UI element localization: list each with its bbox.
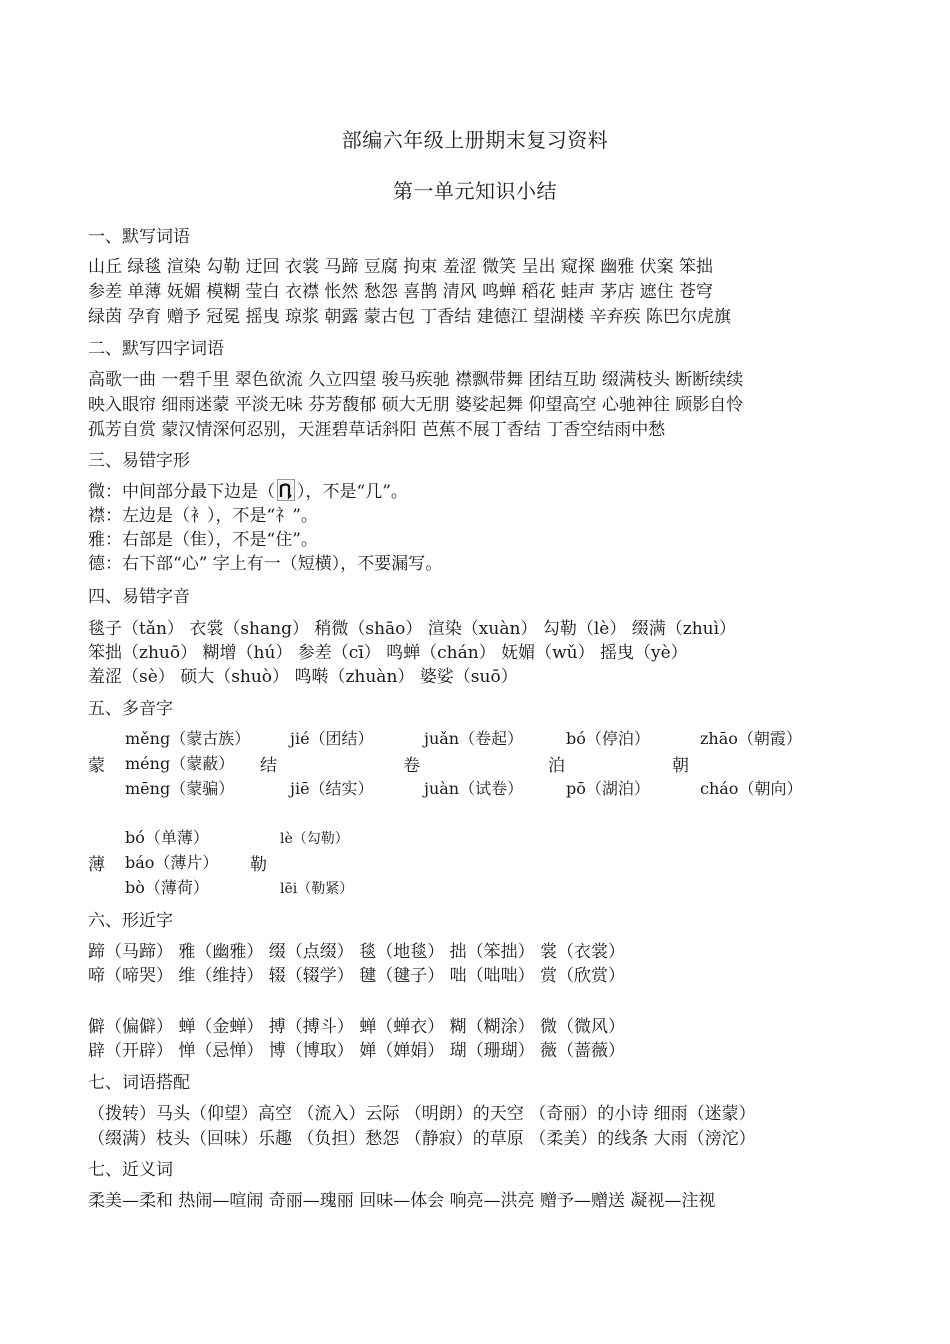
section-heading-polyphones: 五、多音字 bbox=[88, 699, 173, 719]
similar-char-line: 蹄（马蹄） 雅（幽雅） 缀（点缀） 毯（地毯） 拙（笨拙） 裳（衣裳） bbox=[88, 942, 626, 962]
polyphone-char: 朝 bbox=[672, 756, 689, 776]
word-list-line: 映入眼帘 细雨迷蒙 平淡无味 芬芳馥郁 硕大无朋 婆娑起舞 仰望高空 心驰神往 顾影自怜 bbox=[88, 395, 744, 415]
similar-char-line: 僻（偏僻） 蝉（金蝉） 搏（搏斗） 蝉（蝉衣） 糊（糊涂） 微（微风） bbox=[88, 1017, 626, 1037]
collocation-line: （拨转）马头（仰望）高空 （流入）云际 （明朗）的天空 （奇丽）的小诗 细雨（迷蒙） bbox=[88, 1104, 756, 1124]
section-heading-error-prone-forms: 三、易错字形 bbox=[88, 451, 190, 471]
polyphone-reading: pō（湖泊） bbox=[566, 779, 650, 798]
polyphone-char: 泊 bbox=[548, 756, 565, 776]
word-list-line: 孤芳自赏 蒙汉情深何忍别，天涯碧草话斜阳 芭蕉不展丁香结 丁香空结雨中愁 bbox=[88, 420, 666, 440]
stroke-glyph-icon bbox=[277, 479, 295, 501]
word-list-line: 参差 单薄 妩媚 模糊 莹白 衣襟 怅然 愁怨 喜鹊 清风 鸣蝉 稻花 蛙声 茅店 遮住 苍穹 bbox=[88, 282, 714, 302]
polyphone-reading: bó（单薄） bbox=[125, 828, 209, 847]
section-heading-error-prone-sounds: 四、易错字音 bbox=[88, 587, 190, 607]
polyphone-reading: bò（薄荷） bbox=[125, 878, 209, 897]
polyphone-char: 薄 bbox=[88, 855, 105, 875]
polyphone-reading: bó（停泊） bbox=[566, 729, 650, 748]
section-heading-dictation-words: 一、默写词语 bbox=[88, 227, 190, 247]
page-title: 部编六年级上册期末复习资料 bbox=[341, 128, 609, 152]
error-form-line: 雅：右部是（隹），不是“住”。 bbox=[88, 530, 318, 550]
section-heading-word-collocation: 七、词语搭配 bbox=[88, 1073, 190, 1093]
polyphone-char: 勒 bbox=[250, 855, 267, 875]
polyphone-reading: měng（蒙古族） bbox=[125, 729, 251, 748]
polyphone-reading: lēi（勒紧） bbox=[280, 881, 354, 897]
polyphone-reading: cháo（朝向） bbox=[700, 779, 803, 798]
polyphone-char: 卷 bbox=[403, 756, 420, 776]
word-list-line: 绿茵 孕育 赠予 冠冕 摇曳 琼浆 朝露 蒙古包 丁香结 建德江 望湖楼 辛弃疾 陈巴尔虎旗 bbox=[88, 307, 731, 327]
pinyin-line: 羞涩（sè） 硕大（shuò） 鸣啭（zhuàn） 婆娑（suō） bbox=[88, 667, 518, 687]
pinyin-line: 毯子（tǎn） 衣裳（shang） 稍微（shāo） 渲染（xuàn） 勾勒（lè） 缀满（zhuì） bbox=[88, 619, 737, 639]
polyphone-reading: mēng（蒙骗） bbox=[125, 779, 235, 798]
polyphone-char: 结 bbox=[260, 756, 277, 776]
polyphone-char: 蒙 bbox=[88, 756, 105, 776]
polyphone-reading: báo（薄片） bbox=[125, 853, 219, 872]
error-form-line: 德：右下部“心” 字上有一（短横），不要漏写。 bbox=[88, 554, 443, 574]
polyphone-reading: jiē（结实） bbox=[290, 779, 374, 798]
polyphone-reading: jié（团结） bbox=[290, 729, 374, 748]
collocation-line: （缀满）枝头（回味）乐趣 （负担）愁怨 （静寂）的草原 （柔美）的线条 大雨（滂沱） bbox=[88, 1129, 756, 1149]
error-form-text: 微：中间部分最下边是（ bbox=[88, 482, 275, 502]
word-list-line: 山丘 绿毯 渲染 勾勒 迂回 衣裳 马蹄 豆腐 拘束 羞涩 微笑 呈出 窥探 幽雅 伏案 笨拙 bbox=[88, 257, 714, 277]
synonym-line: 柔美—柔和 热闹—喧闹 奇丽—瑰丽 回味—体会 响亮—洪亮 赠予—赠送 凝视—注视 bbox=[88, 1191, 716, 1211]
polyphone-reading: juǎn（卷起） bbox=[424, 729, 524, 748]
polyphone-reading: zhāo（朝霞） bbox=[700, 729, 802, 748]
section-heading-synonyms: 七、近义词 bbox=[88, 1160, 173, 1180]
polyphone-reading: méng（蒙蔽） bbox=[125, 754, 235, 773]
word-list-line: 高歌一曲 一碧千里 翠色欲流 久立四望 骏马疾驰 襟飘带舞 团结互助 缀满枝头 断断续续 bbox=[88, 370, 744, 390]
error-form-line bbox=[88, 477, 408, 502]
similar-char-line: 啼（啼哭） 维（维持） 辍（辍学） 毽（毽子） 咄（咄咄） 赏（欣赏） bbox=[88, 966, 626, 986]
section-heading-similar-chars: 六、形近字 bbox=[88, 911, 173, 931]
error-form-line: 襟：左边是（衤），不是“礻”。 bbox=[88, 506, 318, 526]
page-subtitle: 第一单元知识小结 bbox=[393, 179, 557, 203]
section-heading-four-char-words: 二、默写四字词语 bbox=[88, 339, 224, 359]
similar-char-line: 辟（开辟） 惮（忌惮） 博（博取） 婵（婵娟） 瑚（珊瑚） 薇（蔷薇） bbox=[88, 1041, 626, 1061]
error-form-text: ），不是“几”。 bbox=[297, 482, 408, 502]
polyphone-reading: lè（勾勒） bbox=[280, 831, 349, 847]
polyphone-reading: juàn（试卷） bbox=[424, 779, 524, 798]
pinyin-line: 笨拙（zhuō） 糊增（hú） 参差（cī） 鸣蝉（chán） 妩媚（wǔ） 摇曳（yè） bbox=[88, 643, 688, 663]
